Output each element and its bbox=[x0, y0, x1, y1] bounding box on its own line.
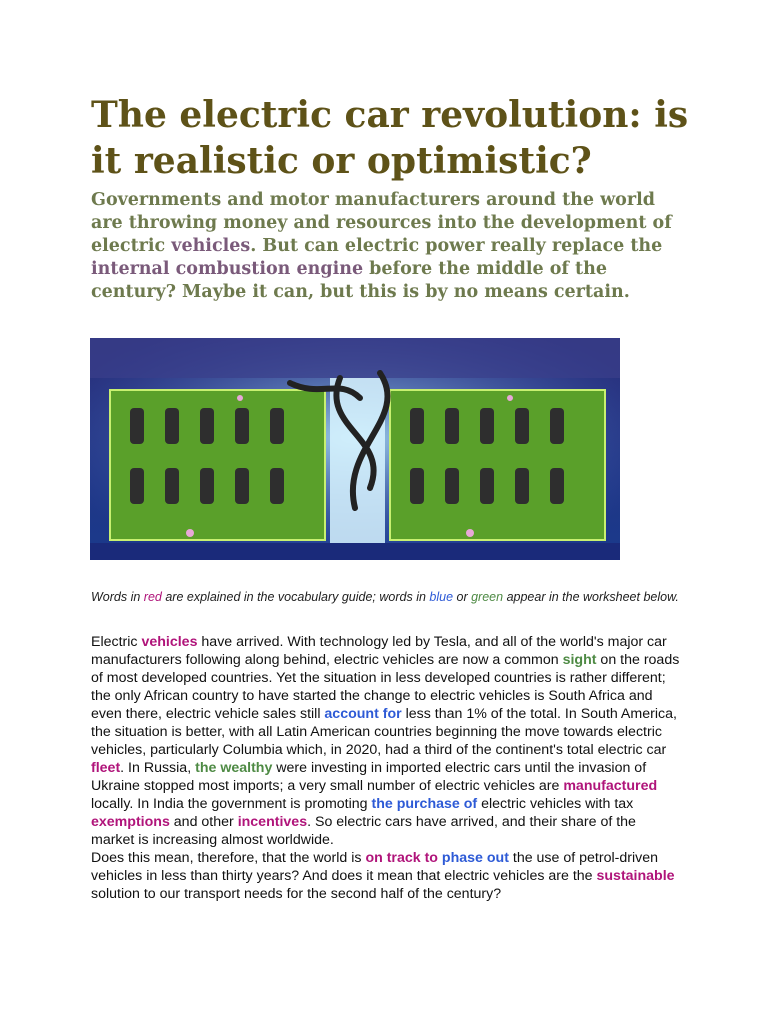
vocab-word-incentives: incentives bbox=[237, 814, 308, 830]
vocab-word-fleet: fleet bbox=[91, 760, 121, 776]
vocab-word-vehicles: vehicles bbox=[141, 634, 198, 650]
caption-text: appear in the worksheet below. bbox=[503, 590, 679, 604]
article-lead bbox=[91, 189, 691, 304]
body-text: locally. In India the government is promoting bbox=[91, 796, 372, 812]
vocab-word-exemptions: exemptions bbox=[91, 814, 170, 830]
body-text: electric vehicles with tax bbox=[477, 796, 634, 812]
article-body bbox=[91, 633, 681, 903]
worksheet-word-the-wealthy: the wealthy bbox=[195, 760, 273, 776]
caption-text: or bbox=[453, 590, 472, 604]
body-text: on the roads of most developed countries. Yet the situation in less developed countries is rather different; the only African country to have started the change to electric vehicles is South Africa and even there, electric vehicle sales still bbox=[91, 652, 680, 722]
lead-text: . But can electric power really replace the bbox=[250, 236, 663, 256]
body-text: Electric bbox=[91, 634, 142, 650]
body-text: less than 1% of the total. In South America, the situation is better, with all Latin American countries beginning the move towards electric vehicles, particularly Columbia which, in 2020, had a third of the continent's total electric car bbox=[91, 706, 677, 758]
lead-text: before the middle of the century? Maybe it can, but this is by no means certain. bbox=[91, 259, 630, 302]
vocab-word-manufactured: manufactured bbox=[563, 778, 658, 794]
body-text: Does this mean, therefore, that the world is bbox=[91, 850, 366, 866]
body-text: were investing in imported electric cars until the invasion of Ukraine stopped most imports; a very small number of electric vehicles are bbox=[91, 760, 647, 794]
worksheet-word-the-purchase-of: the purchase of bbox=[371, 796, 478, 812]
body-text: solution to our transport needs for the second half of the century? bbox=[91, 886, 502, 902]
article-title: The electric car revolution: is it realistic or optimistic? bbox=[91, 94, 689, 182]
battery-pack-illustration bbox=[90, 338, 620, 560]
caption-text: are explained in the vocabulary guide; words in bbox=[161, 590, 430, 604]
caption-green-word: green bbox=[471, 590, 504, 604]
vocab-word-sustainable: sustainable bbox=[596, 868, 675, 884]
caption-blue-word: blue bbox=[429, 590, 454, 604]
body-text: . In Russia, bbox=[120, 760, 196, 776]
lead-text: Governments and motor manufacturers around the world are throwing money and resources into the development of electric bbox=[91, 190, 672, 256]
vocab-word-on-track-to: on track to bbox=[365, 850, 438, 866]
caption-red-word: red bbox=[143, 590, 162, 604]
lead-highlight-engine: internal combustion engine bbox=[91, 259, 364, 279]
body-text: and other bbox=[169, 814, 238, 830]
worksheet-word-phase-out: phase out bbox=[441, 850, 509, 866]
body-text: the use of petrol-driven vehicles in less than thirty years? And does it mean that electric vehicles are the bbox=[91, 850, 658, 884]
caption-text: Words in bbox=[91, 590, 144, 604]
worksheet-word-account-for: account for bbox=[324, 706, 402, 722]
lead-highlight-vehicles: vehicles bbox=[171, 236, 251, 256]
worksheet-word-sight: sight bbox=[562, 652, 597, 668]
body-text: . So electric cars have arrived, and their share of the market is increasing almost worldwide. bbox=[91, 814, 636, 848]
battery-pack-photo bbox=[90, 338, 620, 560]
body-text: have arrived. With technology led by Tesla, and all of the world's major car manufacturers following along behind, electric vehicles are now a common bbox=[91, 634, 667, 668]
color-key-caption bbox=[91, 589, 681, 606]
